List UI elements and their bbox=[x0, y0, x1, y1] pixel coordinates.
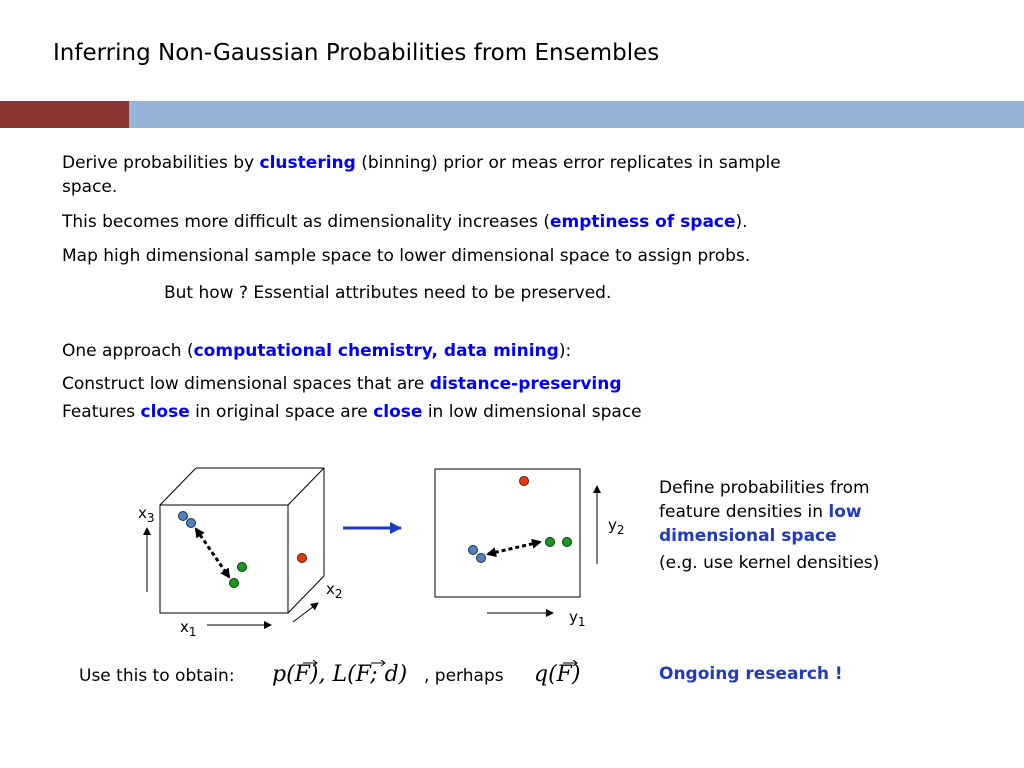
cube-front-face bbox=[160, 505, 288, 613]
bullet-text: Features bbox=[62, 402, 141, 422]
bullet-text: Derive probabilities by bbox=[62, 153, 260, 173]
axis-label-x2: $x_2$ bbox=[326, 580, 343, 601]
slide-title: Inferring Non-Gaussian Probabilities from Ensembles bbox=[53, 40, 660, 66]
cube-edge bbox=[160, 468, 196, 505]
side-note-line2 bbox=[659, 500, 862, 524]
axis-label-x3: $x_3$ bbox=[138, 504, 155, 525]
point-green bbox=[238, 563, 247, 572]
point-blue bbox=[477, 554, 486, 563]
highlight-close: close bbox=[140, 402, 190, 422]
distance-arrow-3d bbox=[196, 529, 229, 577]
side-note-line3 bbox=[659, 524, 837, 548]
axis-label-x1: $x_1$ bbox=[180, 618, 197, 639]
axis-x2-arrow bbox=[293, 603, 318, 622]
point-blue bbox=[469, 546, 478, 555]
bullet-text: One approach ( bbox=[62, 341, 194, 361]
formula-likelihood: p(F), L(F; d) bbox=[272, 662, 408, 687]
highlight-low: low bbox=[828, 502, 862, 522]
bullet-text: This becomes more difficult as dimensionality increases ( bbox=[62, 212, 551, 232]
highlight-dimensional-space: dimensional space bbox=[659, 526, 837, 546]
cube-edge bbox=[288, 576, 324, 613]
bullet-text: ): bbox=[558, 341, 572, 361]
axis-label-y1: $y_1$ bbox=[569, 608, 586, 629]
highlight-emptiness: emptiness of space bbox=[550, 212, 736, 232]
highlight-close: close bbox=[373, 402, 423, 422]
point-green bbox=[230, 579, 239, 588]
bullet-text: in low dimensional space bbox=[422, 402, 642, 422]
point-green bbox=[563, 538, 572, 547]
use-this-label: Use this to obtain: bbox=[79, 666, 235, 686]
formula-posterior: q(F) bbox=[534, 662, 581, 687]
point-blue bbox=[187, 519, 196, 528]
perhaps-label: , perhaps bbox=[424, 666, 504, 686]
plane-2d-space bbox=[435, 469, 580, 597]
side-note-line4: (e.g. use kernel densities) bbox=[659, 553, 880, 573]
point-blue bbox=[179, 512, 188, 521]
ongoing-text: Ongoing research ! bbox=[659, 664, 843, 684]
bullet-clustering-cont: space. bbox=[62, 177, 118, 197]
point-red bbox=[520, 477, 529, 486]
ongoing-research-label bbox=[659, 662, 843, 686]
cube-3d-space bbox=[160, 468, 324, 613]
bullet-but-how: But how ? Essential attributes need to be preserved. bbox=[164, 283, 612, 303]
highlight-comp-chem: computational chemistry, data mining bbox=[193, 341, 559, 361]
bullet-text: (binning) prior or meas error replicates in sample bbox=[355, 153, 781, 173]
distance-arrow-2d bbox=[488, 542, 540, 554]
highlight-clustering: clustering bbox=[259, 153, 356, 173]
side-note-text: feature densities in bbox=[659, 502, 829, 522]
cube-edge bbox=[288, 468, 324, 505]
bullet-text: ). bbox=[735, 212, 748, 232]
bullet-text: Construct low dimensional spaces that are bbox=[62, 374, 430, 394]
axis-label-y2: $y_2$ bbox=[608, 516, 625, 537]
point-green bbox=[546, 538, 555, 547]
point-red bbox=[298, 554, 307, 563]
highlight-distance-preserving: distance-preserving bbox=[429, 374, 622, 394]
side-note-line1: Define probabilities from bbox=[659, 478, 870, 498]
bullet-text: in original space are bbox=[189, 402, 374, 422]
bullet-map: Map high dimensional sample space to lower dimensional space to assign probs. bbox=[62, 246, 751, 266]
